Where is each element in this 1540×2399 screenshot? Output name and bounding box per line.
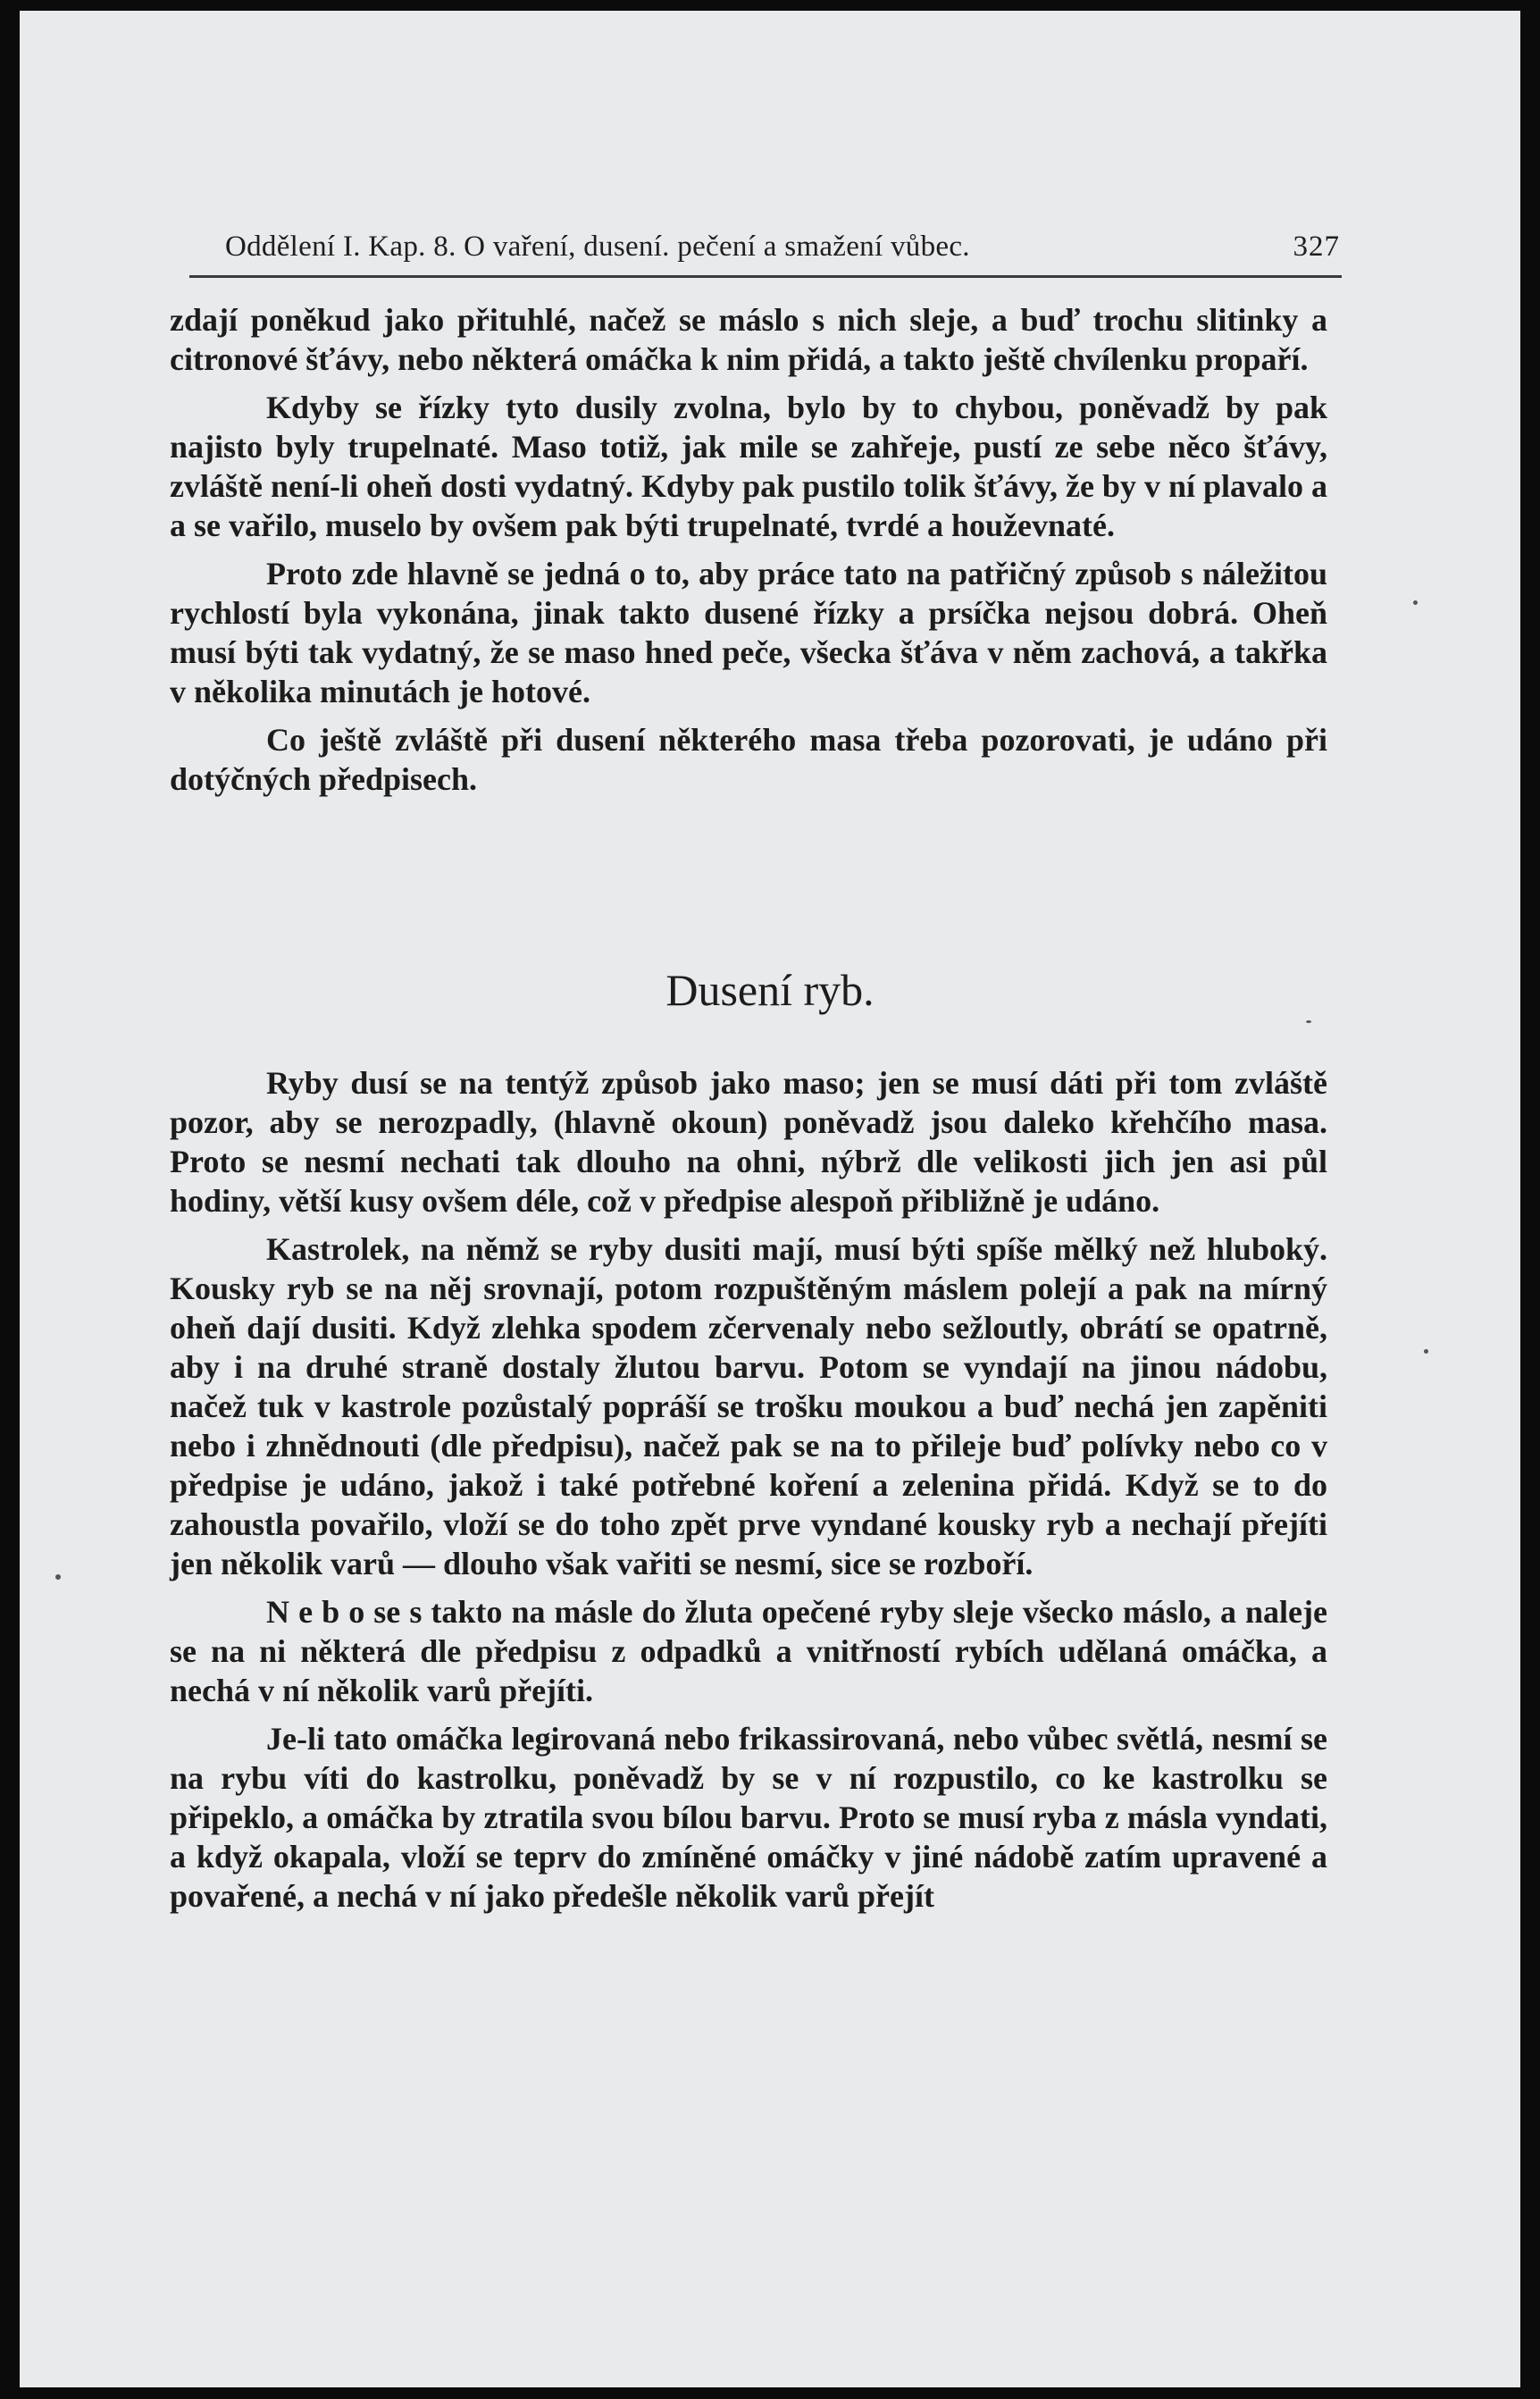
paragraph: Kdyby se řízky tyto dusily zvolna, bylo by to chybou, poněvadž by pak najisto byly trupelnaté. Maso totiž, jak mile se zahřeje, pustí ze sebe něco šťávy, zvláště není-li oheň dosti vydatný. Kdyby pak pustilo tolik šťávy, že by v ní plavalo a a se vařilo, muselo by ovšem pak býti trupelnaté, tvrdé a houževnaté. [170,390,1327,543]
page-number: 327 [1293,231,1340,263]
section-heading: Dusení ryb. [665,965,875,1015]
header-rule [189,275,1342,278]
continued-section [170,300,1327,799]
running-header-title: Oddělení I. Kap. 8. O vaření, dusení. pečení a smažení vůbec. [225,231,970,263]
paragraph: zdají poněkud jako přituhlé, načež se máslo s nich sleje, a buď trochu slitinky a citronové šťávy, nebo některá omáčka k nim přidá, a takto ještě chvílenku propaří. [170,302,1327,377]
paragraph: Co ještě zvláště při dusení některého masa třeba pozorovati, je udáno při dotýčných předpisech. [170,722,1327,797]
scan-speck [1306,1020,1311,1023]
paragraph: Kastrolek, na němž se ryby dusiti mají, musí býti spíše mělký než hluboký. Kousky ryb se na něj srovnají, potom rozpuštěným máslem polejí a pak na mírný oheň dají dusiti. Když zlehka spodem zčervenaly nebo sežloutly, obrátí se opatrně, aby i na druhé straně dostaly žlutou barvu. Potom se vyndají na jinou nádobu, načež tuk v kastrole pozůstalý popráší se trošku moukou a buď nechá jen zapěniti nebo i zhnědnouti (dle předpisu), načež pak se na to přileje buď polívky nebo co v předpise je udáno, jakož i také potřebné koření a zelenina přidá. Když se to do zahoustla povařilo, vloží se do toho zpět prve vyndané kousky ryb a nechají přejíti jen několik varů — dlouho však vařiti se nesmí, sice se rozboří. [170,1231,1327,1581]
paragraph: Ryby dusí se na tentýž způsob jako maso; jen se musí dáti při tom zvláště pozor, aby se nerozpadly, (hlavně okoun) poněvadž jsou daleko křehčího masa. Proto se nesmí nechati tak dlouho na ohni, nýbrž dle velikosti jich jen asi půl hodiny, větší kusy ovšem déle, což v předpise alespoň přibližně je udáno. [170,1065,1327,1219]
scan-speck [1424,1349,1428,1354]
fish-section [170,1063,1327,1916]
running-header [225,231,1340,270]
paragraph: Proto zde hlavně se jedná o to, aby práce tato na patřičný způsob s náležitou rychlostí byla vykonána, jinak takto dusené řízky a prsíčka nejsou dobrá. Oheň musí býti tak vydatný, že se maso hned peče, všecka šťáva v něm zachová, a takřka v několika minutách je hotové. [170,556,1327,709]
scan-speck [55,1574,61,1580]
paragraph: N e b o se s takto na másle do žluta opečené ryby sleje všecko máslo, a naleje se na ni některá dle předpisu z odpadků a vnitřností rybích udělaná omáčka, a nechá v ní několik varů přejíti. [170,1594,1327,1708]
paragraph: Je-li tato omáčka legirovaná nebo frikassirovaná, nebo vůbec světlá, nesmí se na rybu víti do kastrolku, poněvadž by se v ní rozpustilo, co ke kastrolku se připeklo, a omáčka by ztratila svou bílou barvu. Proto se musí ryba z másla vyndati, a když okapala, vloží se teprv do zmíněné omáčky v jiné nádobě zatím upravené a povařené, a nechá v ní jako předešle několik varů přejít [170,1721,1327,1914]
scan-speck [1413,600,1418,605]
